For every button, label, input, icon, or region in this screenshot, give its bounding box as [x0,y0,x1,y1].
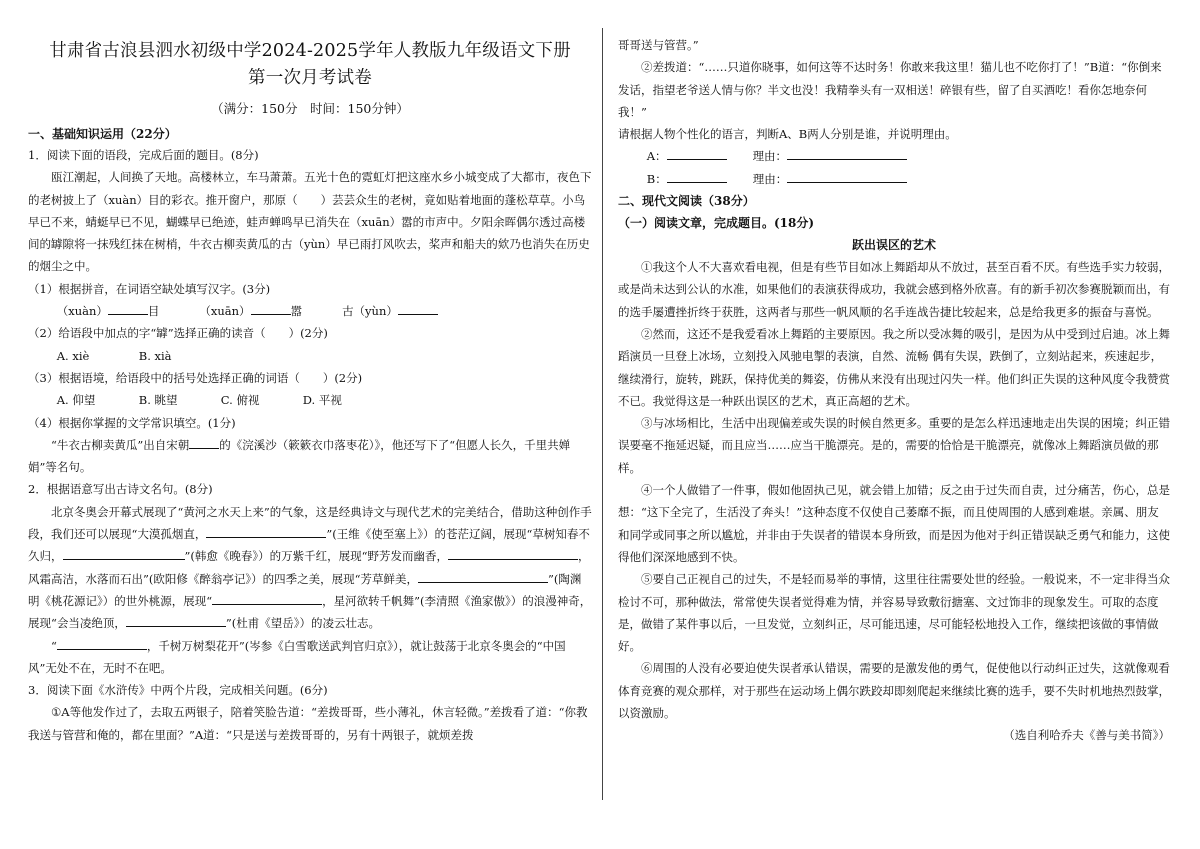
q3-passage-1: ①A等他发作过了，去取五两银子，陪着笑脸告道：“差拨哥哥，些小薄礼，休言轻微。”差拨看了道：“你教我送与管营和俺的，都在里面？”A道：“只是送与差拨哥哥的，另有十两银子，就烦差拨 [28,705,588,742]
q1-1-blank-a[interactable] [108,300,148,315]
article-title: 跃出误区的艺术 [851,238,936,253]
page-title: 甘肃省古浪县泗水初级中学2024-2025学年人教版九年级语文下册 [49,41,571,61]
q1-4-text [28,434,592,479]
q1-1-pinyin-c: 古（yùn） [342,304,398,319]
q2-blank-4[interactable] [418,568,548,583]
q1-1-pinyin-a: （xuàn） [56,304,108,319]
q3-label-a: A： [646,149,667,164]
q2-text-4: ，风霜高洁，水落而石出”(欧阳修《醉翁亭记》）的四季之美，展现“芳草鲜美， [28,549,590,586]
column-divider [602,28,603,800]
q3-answer-b [618,168,1170,190]
q1-1-blank-b[interactable] [251,300,291,315]
q2-text-7: ”(杜甫《望岳》）的凌云壮志。 [225,616,381,631]
q2-text-1: 北京冬奥会开幕式展现了“黄河之水天上来”的气象，这是经典诗文与现代艺术的完美结合，借助这种创作手段，我们还可以展现“大漠孤烟直， [28,504,592,542]
right-column [618,0,1170,849]
q1-3-options [28,389,592,411]
q2-text-9: ，千树万树梨花开”(岑参《白雪歌送武判官归京》），就让鼓荡于北京冬奥会的“中国风”无处不在，无时不在吧。 [28,638,566,675]
q3-reason-label-a: 理由： [752,149,788,164]
q1-2-option-a[interactable]: A. xiè [56,348,90,363]
q2-blank-6[interactable] [126,612,226,627]
article-para-6: ⑥周围的人没有必要迫使失误者承认错误，需要的是激发他的勇气，促使他以行动纠正过失，这就像观看体育竞赛的观众那样，对于那些在运动场上偶尔跌跤却即刻爬起来继续比赛的选手，要不失时机地热烈鼓掌，以资激励。 [618,661,1170,721]
q3-blank-a[interactable] [667,145,727,160]
q1-1-blank-c[interactable] [398,300,438,315]
q1-4-text-a: “牛衣古柳卖黄瓜”出自宋朝 [51,437,190,452]
score-time-info: （满分：150分 时间：150分钟） [211,101,409,116]
q2-passage-2 [28,635,592,680]
q1-title: 1．阅读下面的语段，完成后面的题目。(8分) [28,148,259,162]
q2-passage [28,501,592,635]
q2-title: 2．根据语意写出古诗文名句。(8分) [28,482,213,497]
q1-3-option-c[interactable]: C. 俯视 [220,393,260,408]
q2-text-3: ”(韩愈《晚春》）的万紫千红，展现“野芳发而幽香， [184,549,448,564]
q1-3-option-b[interactable]: B. 眺望 [138,393,178,408]
section-1-heading: 一、基础知识运用（22分） [28,127,177,141]
article-para-3: ③与冰场相比，生活中出现偏差或失误的时候自然更多。重要的是怎么样迅速地走出失误的困境；纠正错误要毫不拖延迟疑，而且应当……应当干脆漂亮。是的，需要的恰恰是干脆漂亮，就像冰上舞蹈演员做的那样。 [618,416,1170,475]
q3-reason-blank-b[interactable] [787,168,907,183]
q2-text-2: ”(王维《使至塞上》）的苍茫辽阔，展现“草树知春不久归， [28,527,590,564]
q2-blank-3[interactable] [448,545,578,560]
page-subtitle: 第一次月考试卷 [248,68,372,88]
q1-1-blanks [28,300,592,322]
section-2-heading: 二、现代文阅读（38分） [618,194,755,209]
q1-1-char-b: 嚣 [290,304,303,319]
q2-blank-5[interactable] [212,590,322,605]
q3-question: 请根据人物个性化的语言，判断A、B两人分别是谁，并说明理由。 [618,127,957,142]
q1-3-option-d[interactable]: D. 平视 [302,393,342,408]
q3-reason-label-b: 理由： [752,171,788,186]
q3-title: 3．阅读下面《水浒传》中两个片段，完成相关问题。(6分) [28,683,328,698]
q1-4-text-b: 的《浣溪沙（簌簌衣巾落枣花）》，他还写下了“但愿人长久，千里共婵娟”等名句。 [28,437,571,475]
q2-text-8: “ [51,638,57,653]
section-2-1-heading: （一）阅读文章，完成题目。(18分) [618,216,815,231]
q3-blank-b[interactable] [667,168,727,183]
q3-reason-blank-a[interactable] [787,145,907,160]
q3-passage-2: ②差拨道：“……只道你晓事，如何这等不达时务！你敢来我这里！猫儿也不吃你打了！”B道：“你倒来发话，指望老爷送人情与你？半文也没！我精拳头有一双相送！碎银有些，留了自买酒吃！看你怎地奈何我！” [618,60,1162,119]
q1-2-options [28,345,592,367]
q3-answer-a [618,145,1170,167]
q2-blank-1[interactable] [206,523,326,538]
article-para-4: ④一个人做错了一件事，假如他固执己见，就会错上加错；反之由于过失而自责，过分痛苦，伤心，总是想：“这下全完了，生活没了奔头！”这种态度不仅使自己萎靡不振，而且使周围的人感到难堪。亲属、朋友和同学或同事之所以尴尬，并非由于失误者的错误本身所致，而是因为他对于纠正错误缺乏勇气和能力，这使得他们深深地感到不快。 [618,483,1170,564]
q2-text-5: ”(陶渊明《桃花源记》）的世外桃源，展现“ [28,571,582,608]
article-para-1: ①我这个人不大喜欢看电视，但是有些节目如冰上舞蹈却从不放过，甚至百看不厌。有些选手实力较弱，或是尚未达到公认的水准，如果他们的表演获得成功，我就会感到格外欣喜。有的新手初次参赛脱颖而出，有的选手屡遭挫折终于获胜，这两者与那些一帆风顺的名手连战告捷比较起来，总是给我更多的振奋与喜悦。 [618,260,1170,319]
left-column [28,0,592,849]
q1-1-pinyin-b: （xuān） [199,304,251,319]
article-source: （选自利哈乔夫《善与美书简》） [1003,728,1170,743]
article-para-5: ⑤要自己正视自己的过失，不是轻而易举的事情，这里往往需要处世的经验。一般说来，不一定非得当众检讨不可，那种做法，常常使失误者觉得难为情，并容易导致敷衍搪塞、文过饰非的现象发生。可取的态度是，做错了某件事以后，一旦发觉，立刻纠正，尽可能迅速，尽可能轻松地投入工作，继续把该做的事情做好。 [618,572,1170,654]
article-para-2: ②然而，这还不是我爱看冰上舞蹈的主要原因。我之所以受冰舞的吸引，是因为从中受到过启迪。冰上舞蹈演员一旦登上冰场，立刻投入风驰电掣的表演，自然、流畅 偶有失误，跌倒了，立刻站起来，疾速起步，继续滑行，旋转，跳跃，保持优美的舞姿，仿佛从来没有出现过闪失一样。他们纠正失误的这种风度令我赞赏不已。我觉得这是一种跃出误区的艺术，真正高超的艺术。 [618,326,1170,408]
q3-passage-1-end: 哥哥送与管营。” [618,38,699,52]
q1-2-option-b[interactable]: B. xià [138,348,172,363]
q1-passage: 瓯江潮起，人间换了天地。高楼林立，车马萧萧。五光十色的霓虹灯把这座水乡小城变成了大都市，夜色下的老树披上了（xuàn）目的彩衣。推开窗户，那原（ ）芸芸众生的老树，竟如贴着地面的蓬松草草。小鸟早已不来，蜻蜓早已不见，蝴蝶早已绝迹，蛙声蝉鸣早已消失在（xuān）嚣的市声中。夕阳余晖偶尔透过高楼间的罅隙将一抹残红抹在树梢，牛衣古柳卖黄瓜的古（yùn）早已雨打风吹去，桨声和船夫的欸乃也消失在历史的烟尘之中。 [28,170,592,274]
q1-1-prompt: （1）根据拼音，在词语空缺处填写汉字。(3分) [28,281,271,296]
q3-label-b: B： [646,171,667,186]
q2-blank-7[interactable] [57,635,147,650]
q1-1-char-a: 目 [147,304,160,319]
q2-text-6: ，星河欲转千帆舞”(李清照《渔家傲》）的浪漫神奇，展现“会当凌绝顶， [28,593,592,631]
q1-4-blank[interactable] [189,434,219,449]
q2-blank-2[interactable] [63,545,185,560]
q1-4-prompt: （4）根据你掌握的文学常识填空。(1分) [28,415,236,430]
q1-2-prompt: （2）给语段中加点的字“罅”选择正确的读音（ ）(2分) [28,326,328,341]
q1-3-prompt: （3）根据语境，给语段中的括号处选择正确的词语（ ）(2分) [28,370,363,385]
q1-3-option-a[interactable]: A. 仰望 [56,393,96,408]
